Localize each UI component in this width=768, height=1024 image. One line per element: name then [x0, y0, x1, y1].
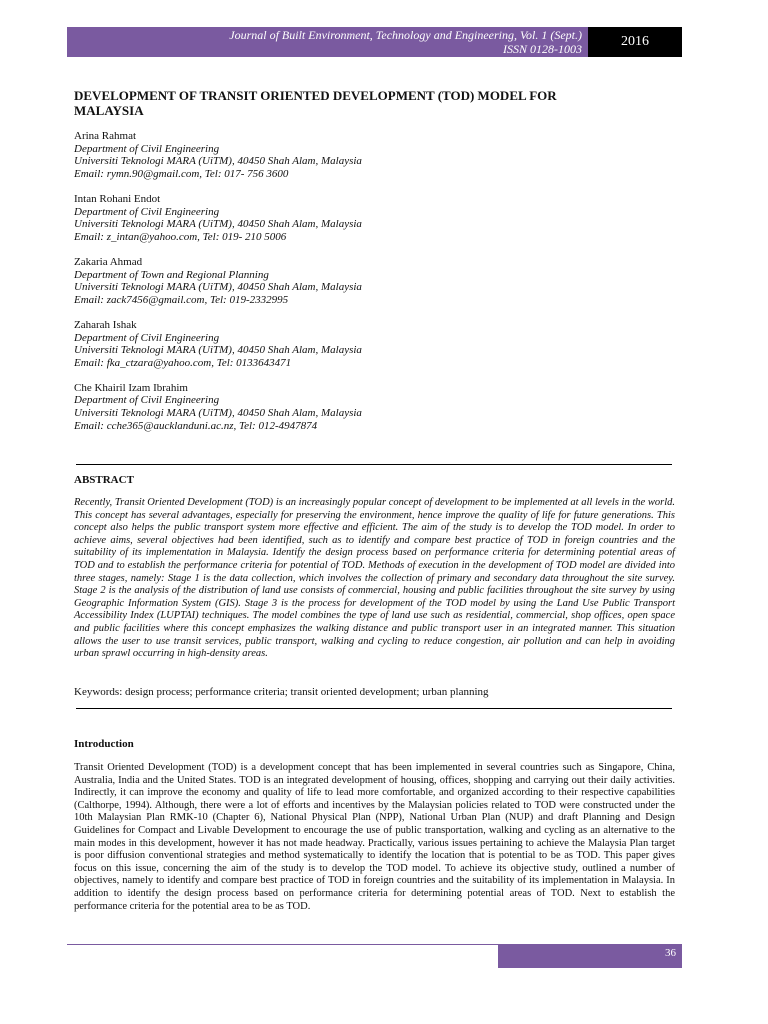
- author-contact: Email: zack7456@gmail.com, Tel: 019-2332995: [74, 293, 289, 306]
- author-contact: Email: rymn.90@gmail.com, Tel: 017- 756 3600: [74, 167, 289, 180]
- section-divider-bottom: [76, 708, 672, 709]
- author-block: [74, 130, 674, 180]
- author-department: Department of Town and Regional Planning: [74, 268, 269, 281]
- author-department: Department of Civil Engineering: [74, 142, 220, 155]
- journal-header-bar: [67, 27, 588, 57]
- paper-title-line1: DEVELOPMENT OF TRANSIT ORIENTED DEVELOPMENT (TOD) MODEL FOR: [74, 88, 557, 103]
- author-contact: Email: cche365@aucklanduni.ac.nz, Tel: 012-4947874: [74, 419, 318, 432]
- author-contact: Email: z_intan@yahoo.com, Tel: 019- 210 5006: [74, 230, 287, 243]
- author-name: Zaharah Ishak: [74, 318, 137, 331]
- abstract-heading: ABSTRACT: [74, 474, 134, 486]
- paper-title: [74, 88, 674, 118]
- author-block: [74, 382, 674, 432]
- journal-issn: ISSN 0128-1003: [503, 42, 582, 56]
- introduction-text: Transit Oriented Development (TOD) is a development concept that has been implemented in several countries such as Singapore, China, Australia, India and the United States. TOD is an integrated development of housing, offices, shopping and carrying out their daily activities. Indirectly, it can improve the economy and quality of life to lead more comfortable, and organized according to their respective capabilities (Calthorpe, 1994). Although, there were a lot of efforts and incentives by the Malaysian policies related to TOD were constructed under the 10th Malaysian Plan RMK-10 (Chapter 6), National Physical Plan (NPP), National Urban Plan (NUP) and draft Planning and Design Guidelines for Compact and Livable Development to encourage the use of public transportation, walking and cycling as an alternative to the main modes in this development, however it has not made headway. Practically, various issues pertaining to achieve the Malaysia Plan target is poor diffusion conventional strategies and method systematically to identify the location that is potential to be as TOD. This paper gives focus on this issue, concerning the aim of the study is to develop the TOD model. To achieve its objective study, outlined a number of objectives, namely to identify and compare best practice of TOD in foreign countries and the suitability of its implementation in Malaysia. In addition to identify the design process based on performance criteria for determining potential areas of TOD. Next to establish the performance criteria for the potential area to be as TOD.: [74, 762, 675, 912]
- introduction-heading: Introduction: [74, 738, 134, 750]
- author-university: Universiti Teknologi MARA (UiTM), 40450 Shah Alam, Malaysia: [74, 281, 362, 294]
- author-department: Department of Civil Engineering: [74, 331, 220, 344]
- author-university: Universiti Teknologi MARA (UiTM), 40450 Shah Alam, Malaysia: [74, 407, 362, 420]
- author-university: Universiti Teknologi MARA (UiTM), 40450 Shah Alam, Malaysia: [74, 218, 362, 231]
- author-department: Department of Civil Engineering: [74, 205, 220, 218]
- author-department: Department of Civil Engineering: [74, 394, 220, 407]
- author-university: Universiti Teknologi MARA (UiTM), 40450 Shah Alam, Malaysia: [74, 344, 362, 357]
- page-number: 36: [498, 944, 682, 968]
- paper-title-line2: MALAYSIA: [74, 103, 144, 118]
- abstract-text: Recently, Transit Oriented Development (TOD) is an increasingly popular concept of development to be implemented at all levels in the world. This concept has several advantages, especially for preserving the environment, hence improve the quality of life for future generations. This concept also helps the public transport system more effective and efficient. The aim of the study is to develop the TOD model. In order to achieve aims, several objectives had been identified, such as to identify and compare best practice of TOD in foreign countries and the suitability of its implementation in Malaysia. Identify the design process based on performance criteria for determining potential areas of TOD and to establish the performance criteria for potential of TOD. Methods of execution in the development of TOD model are divided into three stages, namely: Stage 1 is the data collection, which involves the collection of primary and secondary data throughout the site survey. Stage 2 is the analysis of the distribution of land use consists of commercial, housing and public facilities throughout the site survey by using Geographic Information System (GIS). Stage 3 is the process for development of the TOD model by using the Land Use Public Transport Accessibility Index (LUPTAI) techniques. The model combines the type of land use such as residential, commercial, shop offices, open space and public facilities where this concept emphasizes the walking distance and public transport user in an integrated manner. This situation allows the user to use transit services, public transport, walking and cycling to reduce congestion, air pollution and can help in avoiding urban sprawl occurring in high-density areas.: [74, 497, 675, 660]
- author-name: Intan Rohani Endot: [74, 192, 161, 205]
- author-name: Zakaria Ahmad: [74, 255, 143, 268]
- keywords: Keywords: design process; performance criteria; transit oriented development; urban planning: [74, 686, 489, 698]
- author-block: [74, 193, 674, 243]
- author-contact: Email: fka_ctzara@yahoo.com, Tel: 0133643471: [74, 356, 292, 369]
- author-block: [74, 256, 674, 306]
- author-list: [74, 130, 674, 445]
- year-badge: 2016: [588, 27, 682, 57]
- author-university: Universiti Teknologi MARA (UiTM), 40450 Shah Alam, Malaysia: [74, 155, 362, 168]
- author-name: Arina Rahmat: [74, 130, 137, 142]
- journal-name: Journal of Built Environment, Technology and Engineering, Vol. 1 (Sept.): [229, 28, 582, 42]
- author-block: [74, 319, 674, 369]
- section-divider-top: [76, 464, 672, 465]
- author-name: Che Khairil Izam Ibrahim: [74, 381, 188, 394]
